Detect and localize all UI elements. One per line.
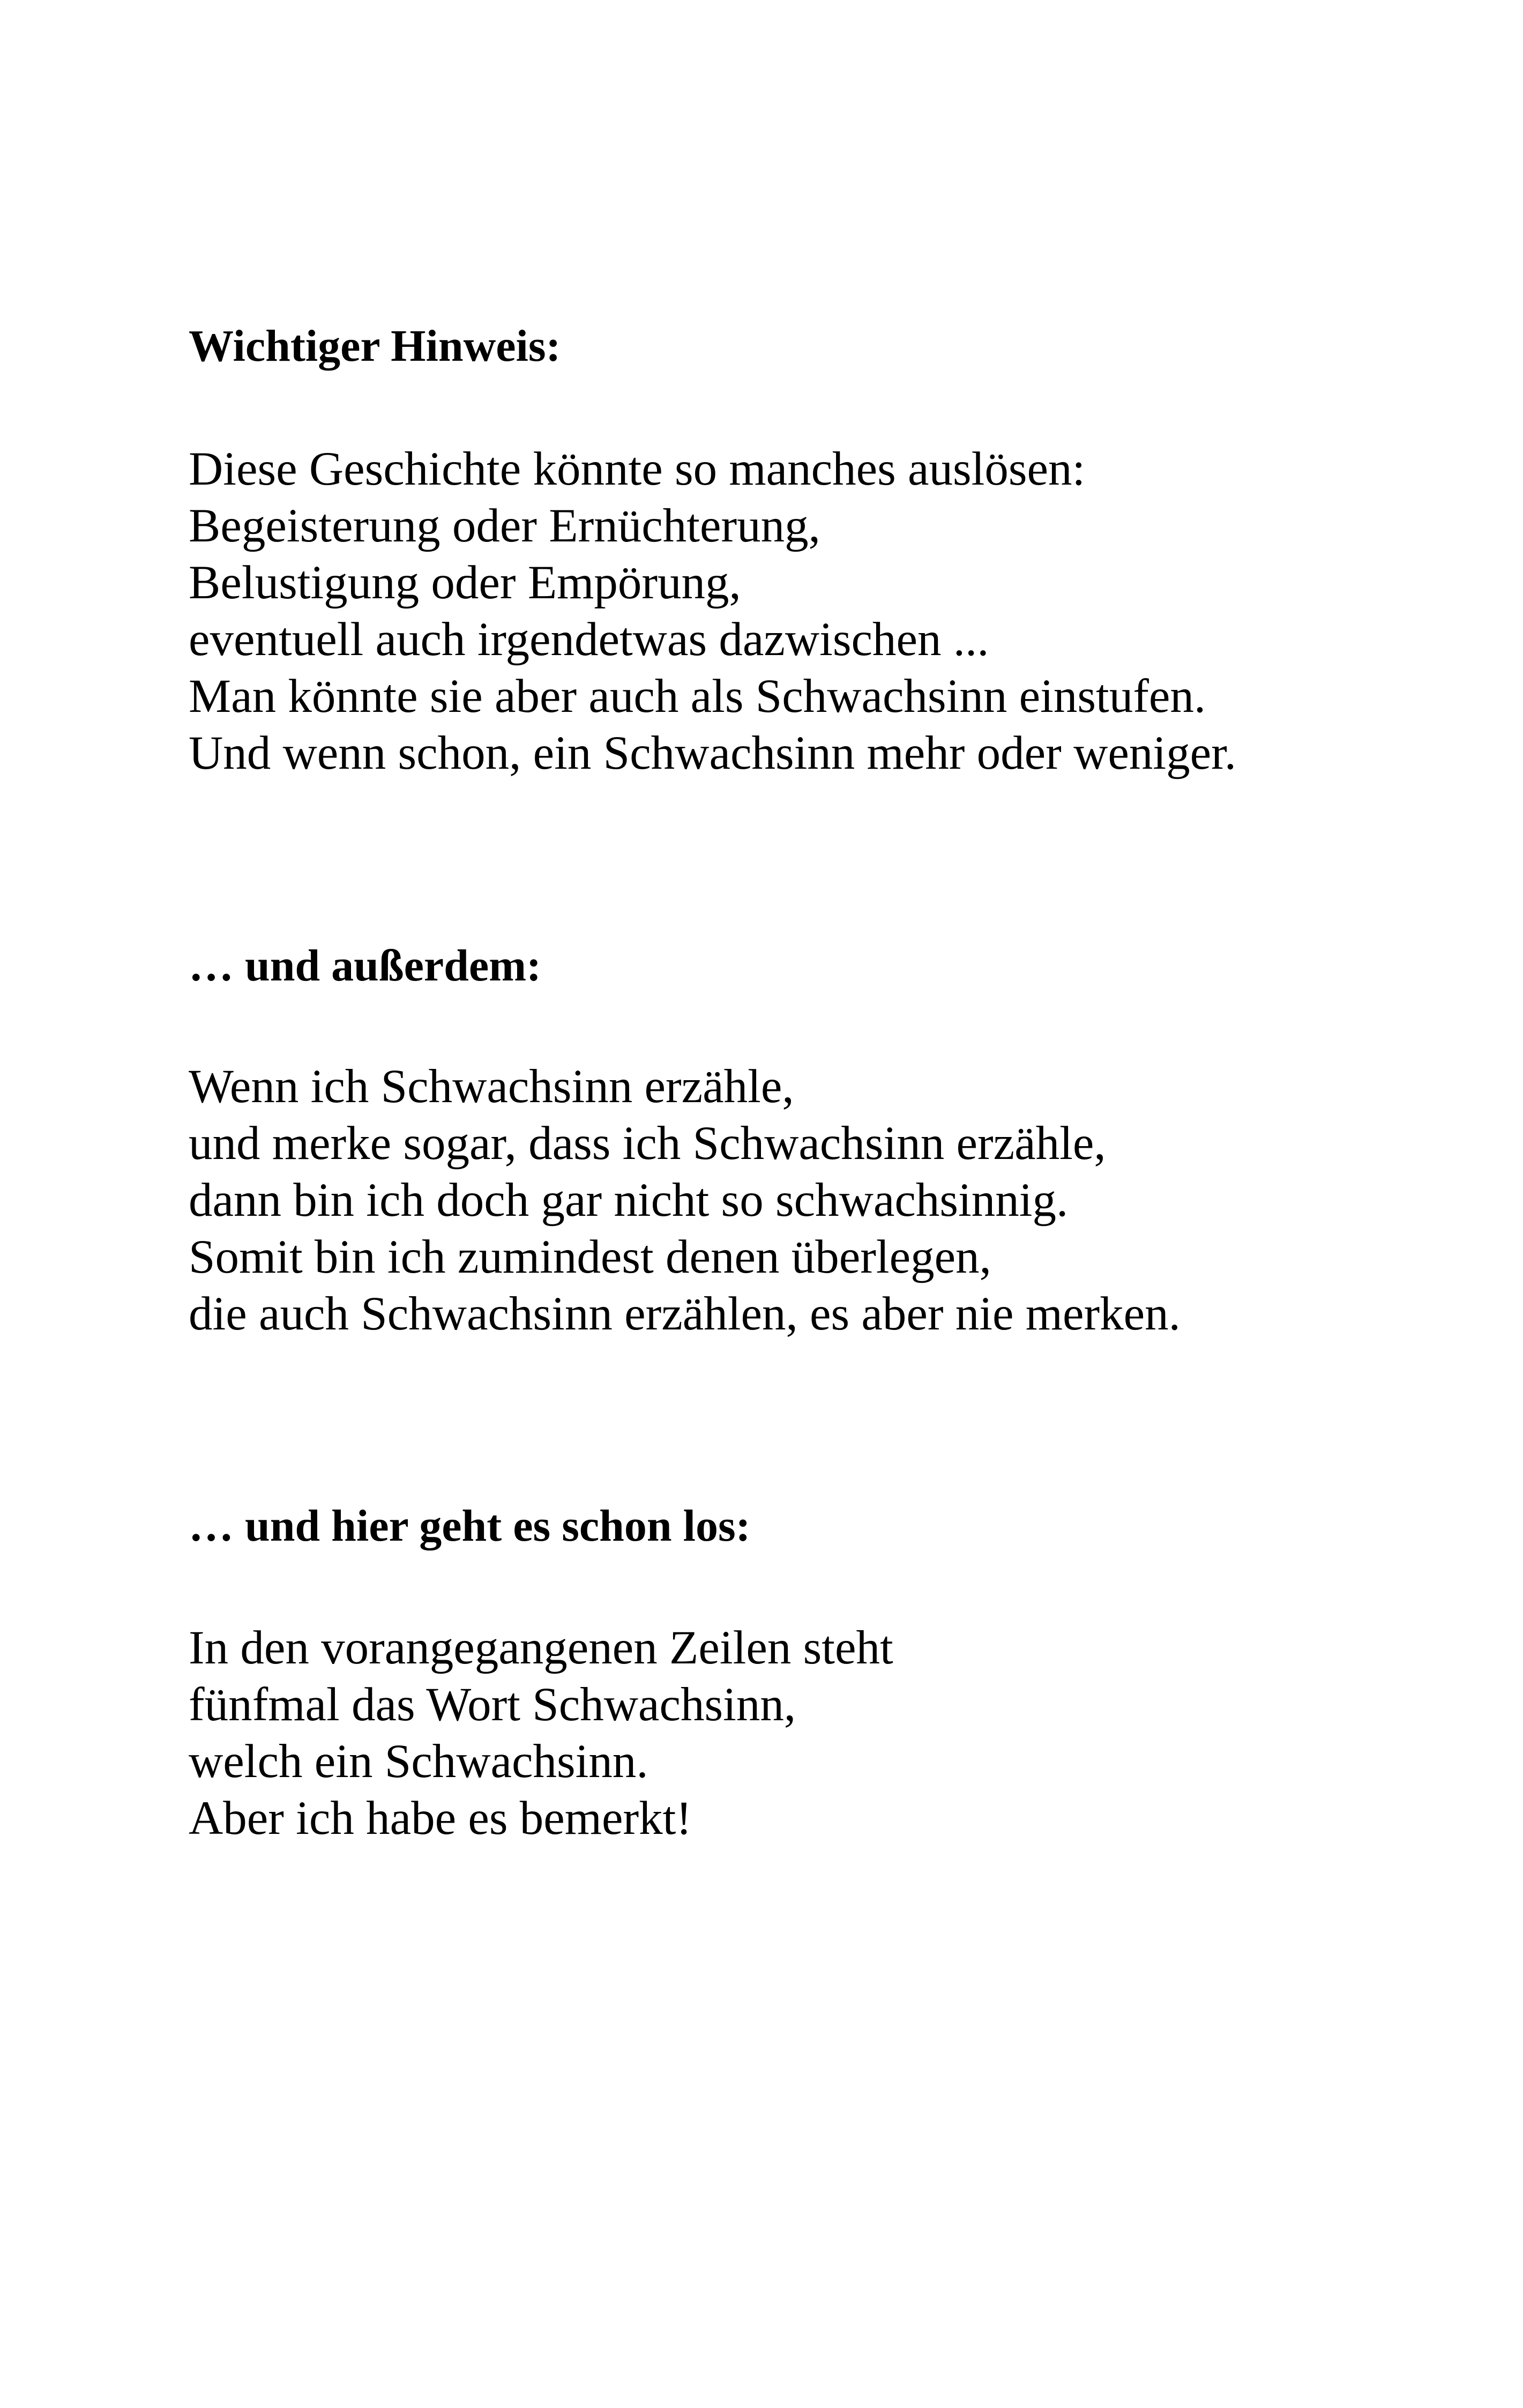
section-moreover: [189, 938, 1421, 1342]
text-line: Belustigung oder Empörung,: [189, 556, 741, 609]
section-here-it-starts: [189, 1498, 1421, 1847]
section-heading: Wichtiger Hinweis:: [189, 321, 561, 371]
section-heading: … und außerdem:: [189, 941, 542, 991]
text-line: Somit bin ich zumindest denen überlegen,: [189, 1231, 991, 1283]
text-line: Begeisterung oder Ernüchterung,: [189, 500, 820, 552]
paragraph: [189, 441, 1421, 782]
text-line: Diese Geschichte könnte so manches auslösen:: [189, 443, 1086, 495]
text-line: die auch Schwachsinn erzählen, es aber nie merken.: [189, 1288, 1181, 1340]
paragraph: [189, 1058, 1421, 1342]
text-line: Wenn ich Schwachsinn erzähle,: [189, 1060, 794, 1113]
text-line: welch ein Schwachsinn.: [189, 1735, 648, 1788]
text-line: Aber ich habe es bemerkt!: [189, 1792, 692, 1845]
text-line: Man könnte sie aber auch als Schwachsinn einstufen.: [189, 670, 1206, 723]
section-heading: … und hier geht es schon los:: [189, 1501, 751, 1551]
text-line: eventuell auch irgendetwas dazwischen ...: [189, 613, 989, 666]
text-line: und merke sogar, dass ich Schwachsinn erzähle,: [189, 1117, 1106, 1170]
section-important-notice: [189, 318, 1421, 782]
text-line: dann bin ich doch gar nicht so schwachsinnig.: [189, 1174, 1069, 1227]
text-line: Und wenn schon, ein Schwachsinn mehr oder weniger.: [189, 727, 1237, 779]
text-line: In den vorangegangenen Zeilen steht: [189, 1622, 893, 1674]
paragraph: [189, 1619, 1421, 1847]
text-line: fünfmal das Wort Schwachsinn,: [189, 1678, 796, 1731]
